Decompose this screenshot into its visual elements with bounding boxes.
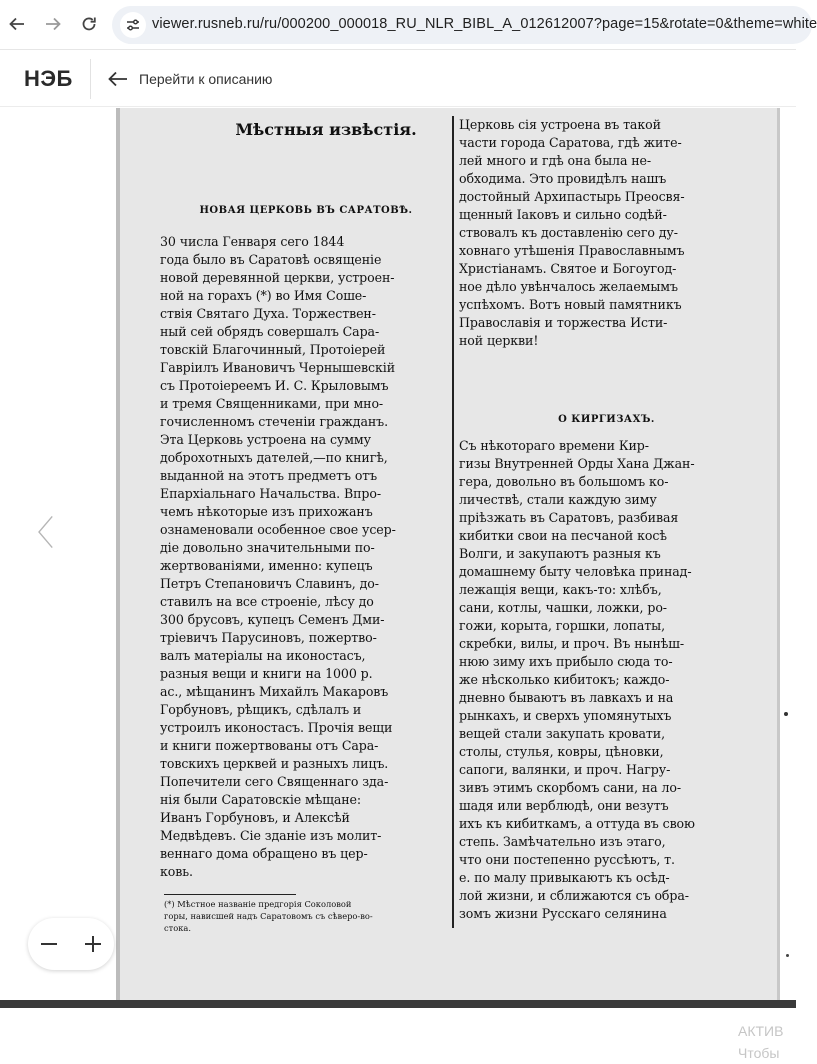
neb-logo[interactable]: НЭБ	[24, 66, 73, 91]
browser-reload-button[interactable]	[74, 9, 104, 39]
section-title: Мѣстныя извѣстія.	[235, 120, 417, 139]
site-info-icon[interactable]	[120, 12, 146, 38]
article-text: 30 числа Генваря сего 1844 года было въ Саратовѣ освященіе новой деревянной церкви, устроен- ной на горахъ (*) во Имя Соше- ствія Святаго Духа. Торжествен- ный сей обрядъ совершалъ Сара- товскій Благочинный, Протоіерей Гавріилъ Ивановичъ Чернышевскій съ Протоіереемъ И. С. Крыловымъ и тремя Священниками, при мно- гочисленномъ стеченіи гражданъ. Эта Церковь устроена на сумму доброхотныхъ дателей,—по книгѣ, выданной на этотъ предметъ отъ Епархіальнаго Начальства. Впро- чемъ нѣкоторые изъ прихожанъ ознаменовали особенное свое усер- діе довольно значительными по- жертвованіями, именно: купецъ Петръ Степановичъ Славинъ, до- ставилъ на все строеніе, лѣсу до 300 брусовъ, купецъ Семенъ Дми- тріевичъ Парусиновъ, пожертво- валъ матеріалы на иконостасъ, разныя вещи и книги на 1000 р. ас., мѣщанинъ Михайлъ Макаровъ Горбуновъ, рѣщикъ, сдѣлалъ и устроилъ иконостасъ. Прочія вещи и книги пожертвованы отъ Сара- товскихъ церквей и разныхъ лицъ. Попечители сего Священнаго зда- нія были Саратовскіе мѣщане: Иванъ Горбуновъ, и Алексѣй Медвѣдевъ. Сіе зданіе изъ молит- веннаго дома обращено въ цер- ковь.	[160, 234, 396, 879]
left-column	[160, 116, 452, 881]
footnote-rule	[164, 894, 296, 895]
activation-watermark: АКТИВ Чтобы	[738, 1023, 784, 1061]
minus-icon	[39, 934, 59, 954]
address-bar[interactable]	[112, 6, 817, 44]
article-text-continued: Церковь сія устроена въ такой части города Саратова, гдѣ жите- лей много и гдѣ она была не- обходима. Это провидѣлъ нашъ достойный Архипастырь Преосвя- щенный Іаковъ и сильно содѣй- ствовалъ къ доставленію сего ду- ховнаго утѣшенія Православнымъ Христіанамъ. Святое и Богоугод- ное дѣло увѣнчалось желаемымъ успѣхомъ. Вотъ новый памятникъ Православія и торжества Исти- ной церкви!	[459, 117, 685, 348]
back-link-label: Перейти к описанию	[139, 71, 273, 87]
zoom-in-button[interactable]	[79, 930, 107, 958]
column-divider	[452, 116, 454, 928]
right-column	[459, 116, 754, 923]
article-text: Съ нѣкотораго времени Кир- гизы Внутренней Орды Хана Джан- гера, довольно въ большомъ ко- личествѣ, стали каждую зиму пріѣзжать въ Саратовъ, разбивая кибитки свои на песчаной косѣ Волги, и закупаютъ разныя къ домашнему быту человѣка принад- лежащія вещи, какъ-то: хлѣбъ, сани, котлы, чашки, ложки, ро- гожи, корыта, горшки, лопаты, скребки, вилы, и проч. Въ нынѣш- нюю зиму ихъ прибыло сюда то- же нѣсколько кибитокъ; каждо- дневно бываютъ въ лавкахъ и на рынкахъ, и сверхъ упомянутыхъ вещей стали закупать кровати, столы, стулья, ковры, цѣновки, сапоги, валянки, и проч. Нагру- зивъ этимъ скорбомъ сани, на ло- шадя или верблюдѣ, они везутъ ихъ къ кибиткамъ, а оттуда въ свою степь. Замѣчательно изъ этаго, что они постепенно руссѣютъ, т. е. по малу привыкаютъ къ осѣд- лой жизни, и сближаются съ обра- зомъ жизни Русскаго селянина	[459, 438, 695, 921]
header-divider	[90, 59, 91, 99]
plus-icon	[83, 934, 103, 954]
back-to-description-link[interactable]	[107, 67, 272, 91]
zoom-control	[28, 918, 114, 970]
scan-speck	[786, 954, 789, 957]
reload-icon	[80, 15, 98, 33]
arrow-left-icon	[107, 70, 129, 88]
zoom-out-button[interactable]	[35, 930, 63, 958]
article-heading: НОВАЯ ЦЕРКОВЬ ВЪ САРАТОВѢ.	[199, 205, 413, 216]
article-heading: О КИРГИЗАХЪ.	[558, 414, 655, 425]
page-scan	[116, 108, 780, 1008]
scan-speck	[784, 712, 788, 716]
arrow-right-icon	[44, 15, 62, 33]
browser-forward-button[interactable]	[38, 9, 68, 39]
footnote: (*) Мѣстное названіе предгорія Соколовой горы, нависшей надъ Саратовомъ съ сѣверо-во- стока.	[164, 899, 373, 933]
browser-back-button[interactable]	[2, 9, 32, 39]
bottom-band	[0, 1000, 796, 1008]
document-viewer	[0, 108, 796, 1061]
browser-toolbar	[0, 0, 817, 50]
app-header	[0, 51, 796, 107]
previous-page-button[interactable]: 〈	[20, 514, 54, 554]
arrow-left-icon	[8, 15, 26, 33]
url-text: viewer.rusneb.ru/ru/000200_000018_RU_NLR_BIBL_A_012612007?page=15&rotate=0&theme=white	[152, 16, 817, 32]
